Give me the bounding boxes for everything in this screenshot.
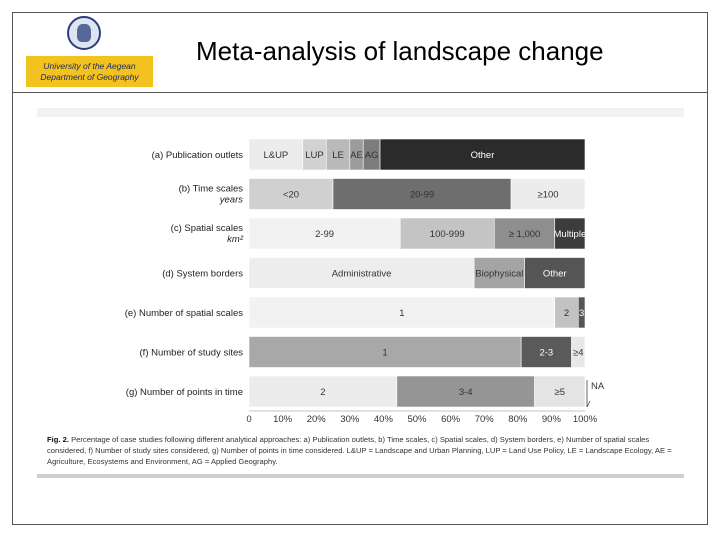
caption-label: Fig. 2.: [47, 435, 69, 444]
row-sublabel: years: [219, 194, 243, 206]
x-tick-label: 80%: [508, 414, 528, 425]
segment-label: ≥100: [537, 189, 559, 201]
annotation-leader: [587, 380, 590, 407]
segment-label: 2: [563, 308, 570, 319]
figure-caption: [47, 434, 677, 467]
row-sublabel: km²: [227, 234, 243, 245]
segment-label: L&UP: [263, 150, 289, 161]
row-label: (a) Publication outlets: [151, 150, 243, 161]
x-tick-label: 90%: [541, 414, 561, 425]
segment-label: 20-99: [409, 189, 435, 201]
segment-label: 3: [578, 308, 585, 319]
segment-label: AE: [350, 150, 363, 161]
segment-label: AG: [364, 150, 379, 161]
segment-label: LUP: [305, 150, 324, 161]
segment-label: ≥ 1,000: [508, 229, 541, 240]
bar-row: [179, 179, 585, 210]
row-label: (c) Spatial scales: [170, 223, 243, 234]
x-tick-label: 70%: [474, 414, 494, 425]
bar-row: [152, 139, 585, 170]
segment-label: Other: [470, 150, 495, 161]
x-tick-label: 50%: [407, 414, 427, 425]
bar-row: [171, 218, 587, 249]
segment-label: Biophysical: [475, 268, 524, 280]
segment-label: Administrative: [331, 268, 392, 280]
caption-text: Percentage of case studies following different analytical approaches: a) Publication outlets, b) Time scales, c) Spatial scales, d) System borders, e) Number of spatial scales considered, f) Number of study sites considered, g) Number of points in time considered. L&UP = Landscape and Urban Planning, LUP = Land Use Policy, LE = Landscape Ecology, AE = Agriculture, Ecosystems and Environment, AG = Applied Geography.: [47, 435, 672, 466]
x-tick-label: 60%: [441, 414, 461, 425]
row-annotation: NA: [591, 381, 605, 392]
segment-label: 2-99: [315, 229, 335, 240]
row-label: (b) Time scales: [178, 183, 243, 195]
x-tick-label: 30%: [340, 414, 360, 425]
segment-label: 100-999: [429, 229, 465, 240]
bar-row: [125, 297, 585, 328]
x-tick-label: 20%: [306, 414, 326, 425]
department-name: Department of Geography: [40, 71, 139, 82]
university-name: University of the Aegean: [43, 60, 136, 71]
row-label: (g) Number of points in time: [125, 387, 243, 398]
segment-label: 3-4: [458, 387, 473, 398]
bar-row: [140, 337, 585, 368]
figure-bottom-border: [37, 474, 684, 478]
row-label: (e) Number of spatial scales: [124, 308, 243, 319]
segment-label: ≥4: [573, 347, 584, 359]
segment-label: 1: [382, 347, 388, 359]
bar-row: [126, 376, 605, 407]
segment-label: 2: [320, 387, 326, 398]
row-label: (d) System borders: [162, 268, 243, 280]
segment-label: <20: [282, 189, 300, 201]
segment-label: ≥5: [554, 387, 566, 398]
x-tick-label: 100%: [572, 414, 598, 425]
segment-label: Other: [542, 268, 567, 280]
slide-title: Meta-analysis of landscape change: [196, 36, 604, 66]
segment-label: LE: [332, 150, 344, 161]
bar-row: [162, 258, 585, 289]
x-tick-label: 40%: [373, 414, 393, 425]
segment-label: 1: [399, 308, 405, 319]
row-label: (f) Number of study sites: [139, 347, 243, 359]
x-tick-label: 10%: [273, 414, 293, 425]
segment-label: 2-3: [539, 347, 554, 359]
x-tick-label: 0: [246, 414, 252, 425]
segment-label: Multiple: [553, 229, 587, 240]
